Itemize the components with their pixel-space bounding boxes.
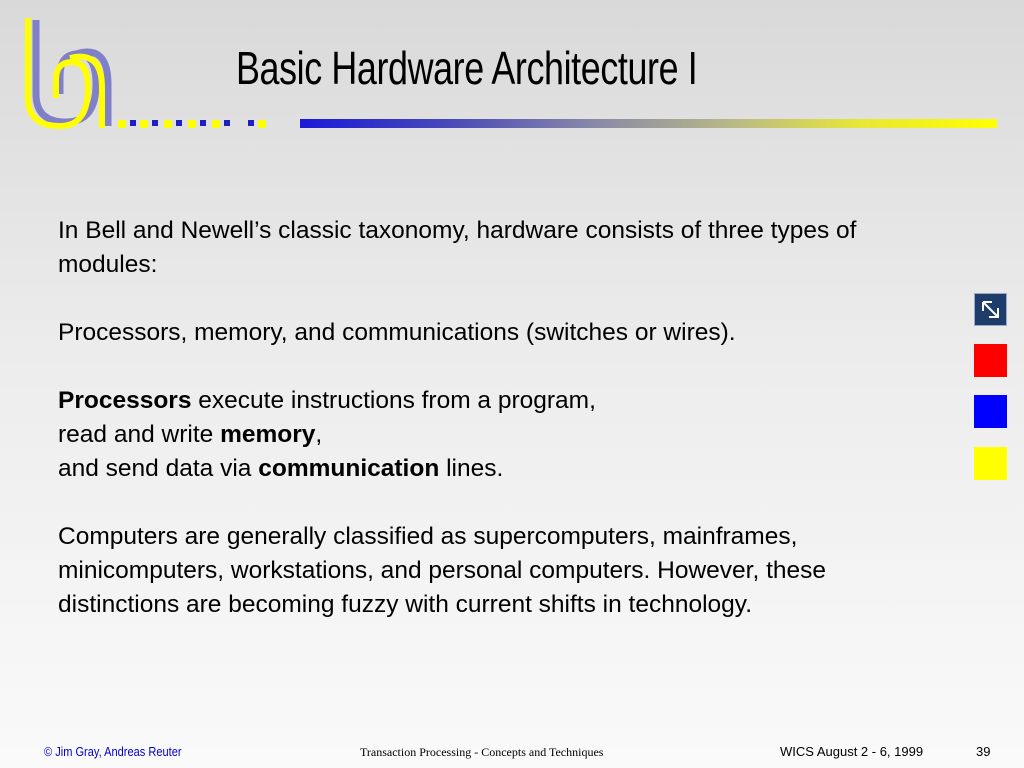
processors-line (58, 384, 938, 418)
memory-pre: read and write (58, 421, 221, 448)
footer-authors: © Jim Gray, Andreas Reuter (44, 744, 182, 759)
slide-content (58, 214, 938, 622)
memory-line (58, 418, 938, 452)
nav-red-button[interactable] (974, 344, 1007, 377)
intro-text: In Bell and Newell’s classic taxonomy, hardware consists of three types of modules: (58, 217, 857, 278)
back-arrow-button[interactable] (974, 293, 1007, 326)
communication-line (58, 452, 938, 486)
memory-bold: memory (220, 421, 316, 448)
slide-title: Basic Hardware Architecture I (236, 42, 698, 94)
communication-bold: communication (258, 455, 440, 482)
footer-event: WICS August 2 - 6, 1999 (780, 744, 924, 759)
nav-blue-button[interactable] (974, 395, 1007, 428)
processors-rest: execute instructions from a program, (191, 387, 596, 414)
communication-post: lines. (439, 455, 504, 482)
classification-text: Computers are generally classified as supercomputers, mainframes, minicomputers, workstations, and personal computers. However, these distinctions are becoming fuzzy with current shifts in technology. (58, 523, 827, 618)
footer-course: Transaction Processing - Concepts and Techniques (360, 745, 604, 759)
modules-text: Processors, memory, and communications (switches or wires). (58, 319, 736, 346)
memory-post: , (315, 421, 323, 448)
nav-yellow-button[interactable] (974, 447, 1007, 480)
logo-dots (118, 120, 266, 128)
processors-bold: Processors (58, 387, 192, 414)
page-number: 39 (976, 744, 991, 759)
back-arrow-icon (975, 294, 1006, 325)
communication-pre: and send data via (58, 455, 259, 482)
title-gradient-rule (300, 119, 997, 128)
